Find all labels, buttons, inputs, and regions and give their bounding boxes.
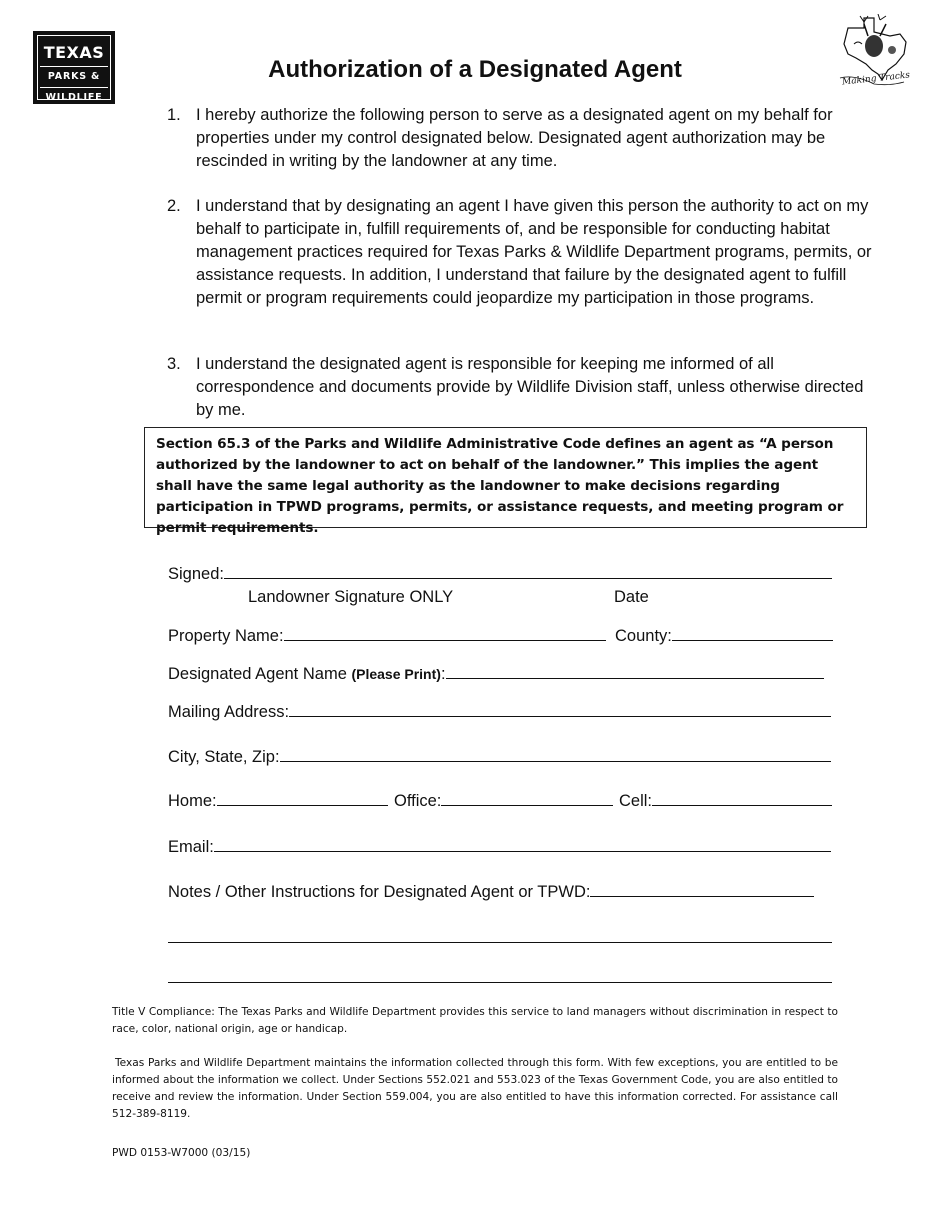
list-number: 1. [167, 106, 181, 124]
notes-input[interactable] [590, 882, 814, 897]
home-phone-label: Home: [168, 792, 217, 810]
city-state-zip-input[interactable] [280, 747, 831, 762]
mailing-address-label: Mailing Address: [168, 703, 290, 721]
county-label: County: [615, 627, 672, 645]
agent-name-input[interactable] [446, 664, 824, 679]
logo-texas-text: TEXAS [43, 43, 105, 62]
page-title: Authorization of a Designated Agent [268, 56, 682, 83]
home-phone-field [168, 791, 388, 811]
mailing-address-field [168, 702, 831, 722]
landowner-signature-caption: Landowner Signature ONLY [248, 588, 454, 606]
please-print-note: (Please Print) [351, 666, 441, 682]
cell-phone-input[interactable] [652, 791, 832, 806]
property-name-label: Property Name: [168, 627, 284, 645]
mailing-address-input[interactable] [289, 702, 831, 717]
signature-line[interactable] [224, 564, 832, 579]
emblem-caption: Making Tracks [841, 70, 911, 88]
cell-phone-label: Cell: [619, 792, 653, 810]
cell-phone-field [619, 791, 832, 811]
list-text: I understand the designated agent is responsible for keeping me informed of all correspondence and documents provide by Wildlife Division staff, unless otherwise directed by me. [196, 355, 864, 419]
date-caption: Date [614, 588, 649, 606]
logo-divider [40, 87, 108, 88]
county-field [615, 626, 833, 646]
title-v-compliance-text: Title V Compliance: The Texas Parks and Wildlife Department provides this service to land managers without discrimination in respect to race, color, national origin, age or handicap. [112, 1006, 838, 1035]
home-phone-input[interactable] [217, 791, 388, 806]
notes-field [168, 882, 814, 902]
notes-continuation-line[interactable] [168, 982, 832, 983]
agent-name-field [168, 664, 824, 684]
agent-name-label: Designated Agent Name [168, 665, 352, 683]
city-state-zip-label: City, State, Zip: [168, 748, 280, 766]
list-text: I hereby authorize the following person to serve as a designated agent on my behalf for properties under my control designated below. Designated agent authorization may be rescinded in writing by the landowner at any time. [196, 106, 833, 170]
county-input[interactable] [672, 626, 833, 641]
logo-wildlife-text: WILDLIFE [45, 92, 103, 103]
notes-label: Notes / Other Instructions for Designated Agent or TPWD: [168, 883, 591, 901]
city-state-zip-field [168, 747, 831, 767]
signed-field [168, 564, 832, 584]
office-phone-label: Office: [394, 792, 442, 810]
property-name-input[interactable] [284, 626, 606, 641]
list-item [167, 353, 876, 422]
email-field [168, 837, 831, 857]
office-phone-input[interactable] [441, 791, 613, 806]
email-label: Email: [168, 838, 214, 856]
privacy-notice-text: Texas Parks and Wildlife Department maintains the information collected through this form. With few exceptions, you are entitled to be informed about the information we collect. Under Sections 552.021 and 553.023 of the Texas Government Code, you are also entitled to receive and review the information. Under Section 559.004, you are also entitled to have this information corrected. For assistance call 512-389-8119. [112, 1057, 838, 1120]
notes-continuation-line[interactable] [168, 942, 832, 943]
property-name-field [168, 626, 606, 646]
agent-name-colon: : [440, 665, 446, 683]
list-item [167, 195, 876, 310]
email-input[interactable] [214, 837, 831, 852]
signed-label: Signed: [168, 565, 224, 583]
logo-parks-text: PARKS & [47, 71, 101, 82]
section-notice-box: Section 65.3 of the Parks and Wildlife Administrative Code defines an agent as “A person authorized by the landowner to act on behalf of the landowner.” This implies the agent shall have the same legal authority as the landowner to make decisions regarding participation in TPWD programs, permits, or assistance requests, and meeting program or permit requirements. [144, 427, 867, 528]
list-item [167, 104, 876, 173]
list-text: I understand that by designating an agent I have given this person the authority to act on my behalf to participate in, fulfill requirements of, and be responsible for conducting habitat management practices required for Texas Parks & Wildlife Department programs, permits, or assistance requests. In addition, I understand that failure by the designated agent to fulfill permit or program requirements could jeopardize my participation in those programs. [196, 197, 872, 307]
list-number: 3. [167, 355, 181, 373]
list-number: 2. [167, 197, 181, 215]
form-number: PWD 0153-W7000 (03/15) [112, 1147, 251, 1159]
office-phone-field [394, 791, 613, 811]
